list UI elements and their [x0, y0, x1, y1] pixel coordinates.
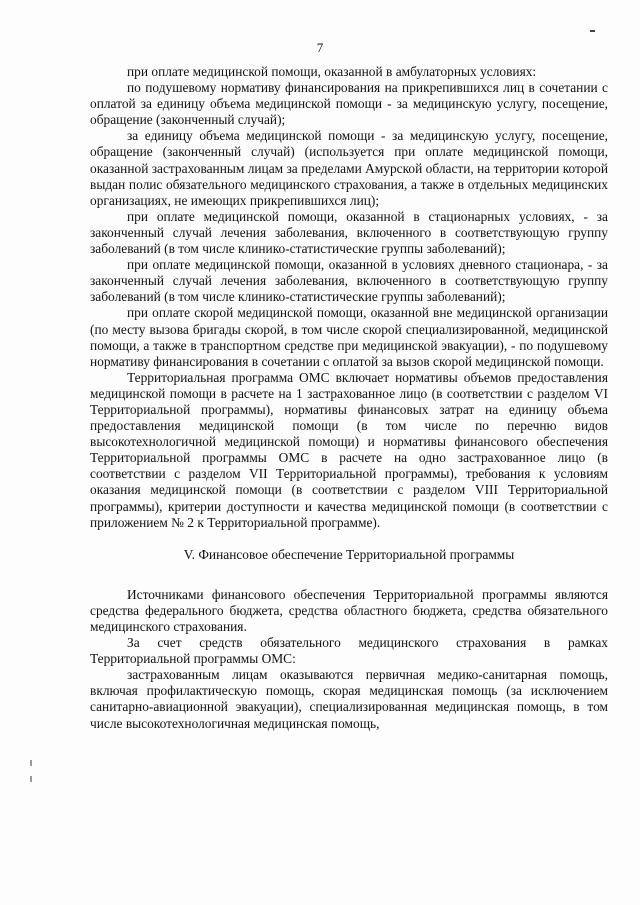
paragraph: Источниками финансового обеспечения Территориальной программы являются средства федерального бюджета, средства областного бюджета, средства обязательного медицинского страхования. [90, 586, 608, 634]
scan-mark [590, 30, 595, 32]
page-number: 7 [316, 40, 324, 55]
document-body [90, 64, 608, 732]
paragraph: за единицу объема медицинской помощи - за медицинскую услугу, посещение, обращение (законченный случай) (используется при оплате медицинской помощи, оказанной застрахованным лицам за пределами Амурской области, на территории которой выдан полис обязательного медицинского страхования, а также в отдельных медицинских организациях, не имеющих прикрепившихся лиц); [90, 128, 608, 208]
paragraph: при оплате медицинской помощи, оказанной в условиях дневного стационара, - за законченный случай лечения заболевания, включенного в соответствующую группу заболеваний (в том числе клинико-статистические группы заболеваний); [90, 257, 608, 305]
paragraph: За счет средств обязательного медицинского страхования в рамках Территориальной программы ОМС: [90, 635, 608, 667]
section-heading: V. Финансовое обеспечение Территориальной программы [183, 546, 515, 562]
paragraph: при оплате медицинской помощи, оказанной в амбулаторных условиях: [127, 64, 537, 79]
paragraph: при оплате скорой медицинской помощи, оказанной вне медицинской организации (по месту вызова бригады скорой, в том числе скорой специализированной, медицинской помощи, а также в транспортном средстве при медицинской эвакуации), - по подушевому нормативу финансирования в сочетании с оплатой за вызов скорой медицинской помощи. [90, 305, 608, 369]
paragraph: застрахованным лицам оказываются первичная медико-санитарная помощь, включая профилактическую помощь, скорая медицинская помощь (за исключением санитарно-авиационной эвакуации), специализированная медицинская помощь, в том числе высокотехнологичная медицинская помощь, [90, 667, 608, 731]
paragraph: по подушевому нормативу финансирования на прикрепившихся лиц в сочетании с оплатой за единицу объема медицинской помощи - за медицинскую услугу, посещение, обращение (законченный случай); [90, 80, 608, 128]
paragraph: при оплате медицинской помощи, оказанной в стационарных условиях, - за законченный случай лечения заболевания, включенного в соответствующую группу заболеваний (в том числе клинико-статистические группы заболеваний); [90, 208, 608, 257]
margin-mark [30, 776, 32, 782]
margin-mark [30, 760, 32, 766]
paragraph: Территориальная программа ОМС включает нормативы объемов предоставления медицинской помощи в расчете на 1 застрахованное лицо (в соответствии с разделом VI Территориальной программы), нормативы финансовых затрат на единицу объема предоставления медицинской помощи (в том числе по перечню видов высокотехнологичной медицинской помощи) и нормативы финансового обеспечения Территориальной программы ОМС в расчете на одно застрахованное лицо (в соответствии с разделом VII Территориальной программы), требования к условиям оказания медицинской помощи (в соответствии с разделом VIII Территориальной программы), критерии доступности и качества медицинской помощи (в соответствии с приложением № 2 к Территориальной программе). [90, 369, 608, 530]
